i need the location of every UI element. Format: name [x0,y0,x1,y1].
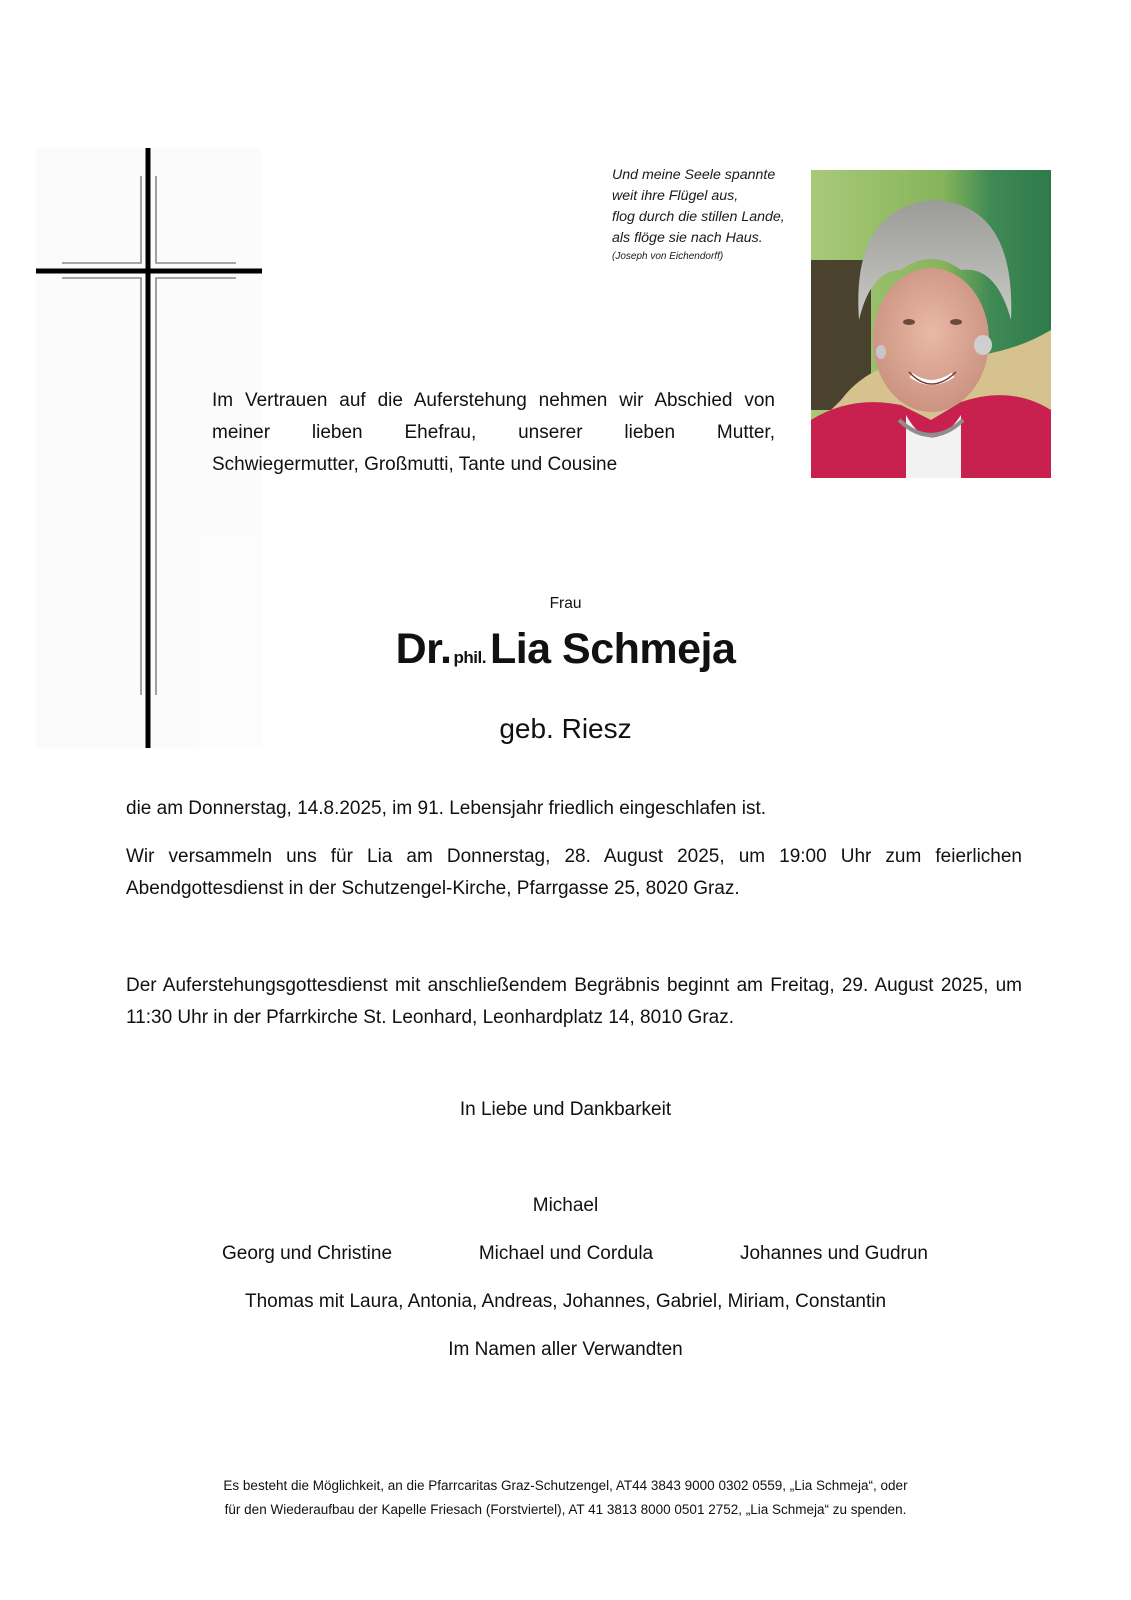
child-couple: Michael und Cordula [478,1243,654,1264]
cross-outline-top-left [62,176,141,263]
deceased-name [0,625,1131,674]
full-name: Lia Schmeja [489,625,736,673]
passing-text: die am Donnerstag, 14.8.2025, im 91. Lebensjahr friedlich eingeschlafen ist. [126,798,767,819]
cross-horizontal-beam [36,269,262,274]
children-row [222,1243,928,1265]
funeral-text: Der Auferstehungsgottesdienst mit anschließendem Begräbnis beginnt am Freitag, 29. August 2025, um 11:30 Uhr in der Pfarrkirche St. Leonhard, Leonhardplatz 14, 8010 Graz. [126,975,1022,1028]
poem-line: als flöge sie nach Haus. [612,230,763,246]
intro-text [212,385,775,481]
closing-text: In Liebe und Dankbarkeit [459,1099,672,1120]
poem-line: Und meine Seele spannte [612,167,776,183]
intro-line: Im Vertrauen auf die Auferstehung nehmen wir Abschied von meiner lieben Ehefrau, unserer lieben Mutter, [212,390,775,443]
portrait-photo [811,170,1051,478]
grandchildren: Thomas mit Laura, Antonia, Andreas, Johannes, Gabriel, Miriam, Constantin [244,1291,887,1312]
academic-title: Dr. [395,625,452,673]
academic-title-suffix: phil. [453,648,486,667]
donation-note [0,1474,1131,1522]
cross-outline-top-right [156,176,236,263]
poem-line: flog durch die stillen Lande, [612,209,785,225]
birth-name: geb. Riesz [499,713,632,744]
child-couple: Georg und Christine [222,1243,393,1264]
poem-line: weit ihre Flügel aus, [612,188,739,204]
poem [612,165,785,265]
spouse-name: Michael [532,1195,599,1216]
vigil-text: Wir versammeln uns für Lia am Donnerstag, 28. August 2025, um 19:00 Uhr zum feierlichen Abendgottesdienst in der Schutzengel-Kirche, Pfarrgasse 25, 8020 Graz. [126,846,1022,899]
salutation: Frau [549,595,582,612]
donation-line: Es besteht die Möglichkeit, an die Pfarrcaritas Graz-Schutzengel, AT44 3843 9000 0302 0559, „Lia Schmeja“, oder [223,1478,908,1493]
child-couple: Johannes und Gudrun [739,1243,928,1264]
relatives-text: Im Namen aller Verwandten [448,1339,683,1360]
poem-author: (Joseph von Eichendorff) [612,251,724,262]
donation-line: für den Wiederaufbau der Kapelle Friesach (Forstviertel), AT 41 3813 8000 0501 2752, „Lia Schmeja“ zu spenden. [224,1502,907,1517]
intro-line: Schwiegermutter, Großmutti, Tante und Cousine [212,454,618,475]
